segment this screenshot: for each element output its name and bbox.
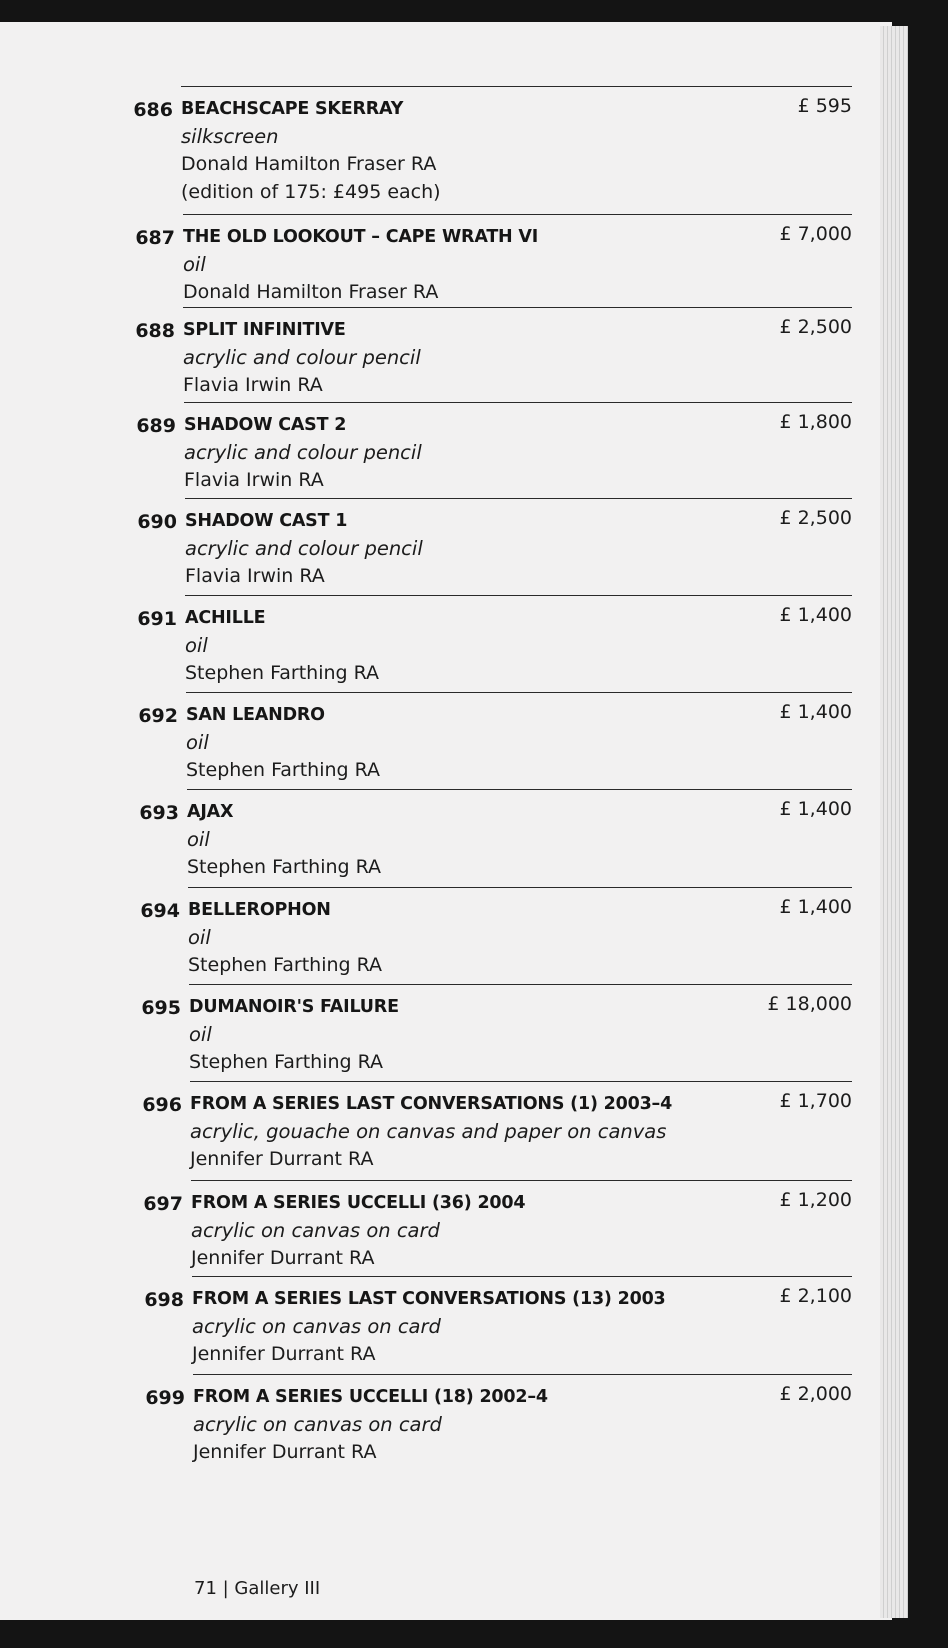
artwork-price: £ 1,400 bbox=[779, 701, 852, 723]
catalogue-entry bbox=[135, 307, 852, 402]
catalogue-entry bbox=[142, 1081, 852, 1176]
lot-number: 686 bbox=[133, 99, 173, 121]
artwork-title: FROM A SERIES LAST CONVERSATIONS (13) 2003 bbox=[192, 1289, 666, 1309]
artist-name: Flavia Irwin RA bbox=[184, 469, 324, 491]
artwork-price: £ 1,400 bbox=[779, 896, 852, 918]
artwork-title: DUMANOIR'S FAILURE bbox=[189, 997, 399, 1017]
artwork-price: £ 595 bbox=[797, 95, 852, 117]
lot-number: 688 bbox=[135, 320, 175, 342]
lot-number: 695 bbox=[141, 997, 181, 1019]
catalogue-entry bbox=[144, 1276, 852, 1371]
artwork-title: SAN LEANDRO bbox=[186, 705, 325, 725]
artist-name: Jennifer Durrant RA bbox=[193, 1441, 377, 1463]
artwork-medium: oil bbox=[183, 253, 206, 276]
lot-number: 696 bbox=[142, 1094, 182, 1116]
artwork-title: FROM A SERIES UCCELLI (18) 2002–4 bbox=[193, 1387, 548, 1407]
artist-name: Donald Hamilton Fraser RA bbox=[183, 281, 439, 303]
artwork-title: ACHILLE bbox=[185, 608, 266, 628]
edition-note: (edition of 175: £495 each) bbox=[181, 181, 441, 203]
artwork-title: FROM A SERIES LAST CONVERSATIONS (1) 2003–4 bbox=[190, 1094, 673, 1114]
catalogue-entry bbox=[139, 789, 852, 884]
artwork-price: £ 1,400 bbox=[779, 604, 852, 626]
artist-name: Stephen Farthing RA bbox=[185, 662, 380, 684]
artwork-title: BELLEROPHON bbox=[188, 900, 331, 920]
artwork-medium: silkscreen bbox=[181, 125, 279, 148]
artwork-price: £ 2,100 bbox=[779, 1285, 852, 1307]
artwork-medium: oil bbox=[186, 731, 209, 754]
artwork-title: FROM A SERIES UCCELLI (36) 2004 bbox=[191, 1193, 526, 1213]
artwork-title: SPLIT INFINITIVE bbox=[183, 320, 346, 340]
artwork-price: £ 2,500 bbox=[779, 507, 852, 529]
artist-name: Stephen Farthing RA bbox=[187, 856, 382, 878]
lot-number: 691 bbox=[137, 608, 177, 630]
artwork-price: £ 2,500 bbox=[779, 316, 852, 338]
catalogue-entry bbox=[137, 498, 852, 593]
artwork-title: THE OLD LOOKOUT – CAPE WRATH VI bbox=[183, 227, 539, 247]
artwork-medium: acrylic on canvas on card bbox=[192, 1315, 441, 1338]
artwork-medium: acrylic and colour pencil bbox=[184, 441, 422, 464]
artist-name: Stephen Farthing RA bbox=[186, 759, 381, 781]
artwork-price: £ 1,400 bbox=[779, 798, 852, 820]
artwork-price: £ 1,700 bbox=[779, 1090, 852, 1112]
artwork-medium: acrylic on canvas on card bbox=[191, 1219, 440, 1242]
lot-number: 690 bbox=[137, 511, 177, 533]
artwork-price: £ 2,000 bbox=[779, 1383, 852, 1405]
artist-name: Flavia Irwin RA bbox=[185, 565, 325, 587]
artwork-medium: oil bbox=[189, 1023, 212, 1046]
lot-number: 697 bbox=[143, 1193, 183, 1215]
catalogue-entry bbox=[137, 595, 852, 690]
artwork-medium: oil bbox=[187, 828, 210, 851]
catalogue-entry bbox=[145, 1374, 852, 1469]
artwork-medium: oil bbox=[185, 634, 208, 657]
lot-number: 693 bbox=[139, 802, 179, 824]
artwork-medium: oil bbox=[188, 926, 211, 949]
lot-number: 698 bbox=[144, 1289, 184, 1311]
artwork-price: £ 1,200 bbox=[779, 1189, 852, 1211]
catalogue-entry bbox=[133, 86, 852, 211]
artwork-title: SHADOW CAST 2 bbox=[184, 415, 347, 435]
lot-number: 689 bbox=[136, 415, 176, 437]
artwork-price: £ 18,000 bbox=[767, 993, 852, 1015]
artist-name: Jennifer Durrant RA bbox=[192, 1343, 376, 1365]
catalogue-entry bbox=[140, 887, 852, 982]
page-edges bbox=[880, 26, 908, 1618]
artist-name: Flavia Irwin RA bbox=[183, 374, 323, 396]
artwork-medium: acrylic and colour pencil bbox=[185, 537, 423, 560]
artwork-title: AJAX bbox=[187, 802, 234, 822]
artist-name: Donald Hamilton Fraser RA bbox=[181, 153, 437, 175]
catalogue-entry bbox=[141, 984, 852, 1079]
artwork-price: £ 1,800 bbox=[779, 411, 852, 433]
catalogue-entry bbox=[143, 1180, 852, 1275]
artwork-price: £ 7,000 bbox=[779, 223, 852, 245]
lot-number: 687 bbox=[135, 227, 175, 249]
artwork-medium: acrylic, gouache on canvas and paper on canvas bbox=[190, 1120, 667, 1143]
artwork-title: SHADOW CAST 1 bbox=[185, 511, 348, 531]
artist-name: Jennifer Durrant RA bbox=[190, 1148, 374, 1170]
lot-number: 692 bbox=[138, 705, 178, 727]
artwork-title: BEACHSCAPE SKERRAY bbox=[181, 99, 404, 119]
artist-name: Stephen Farthing RA bbox=[189, 1051, 384, 1073]
artist-name: Stephen Farthing RA bbox=[188, 954, 383, 976]
page-footer: 71 | Gallery III bbox=[194, 1578, 321, 1599]
artist-name: Jennifer Durrant RA bbox=[191, 1247, 375, 1269]
catalogue-entry bbox=[135, 214, 852, 309]
artwork-medium: acrylic on canvas on card bbox=[193, 1413, 442, 1436]
catalogue-entry bbox=[138, 692, 852, 787]
catalogue-page bbox=[0, 22, 892, 1620]
lot-number: 694 bbox=[140, 900, 180, 922]
lot-number: 699 bbox=[145, 1387, 185, 1409]
artwork-medium: acrylic and colour pencil bbox=[183, 346, 421, 369]
catalogue-entry bbox=[136, 402, 852, 497]
